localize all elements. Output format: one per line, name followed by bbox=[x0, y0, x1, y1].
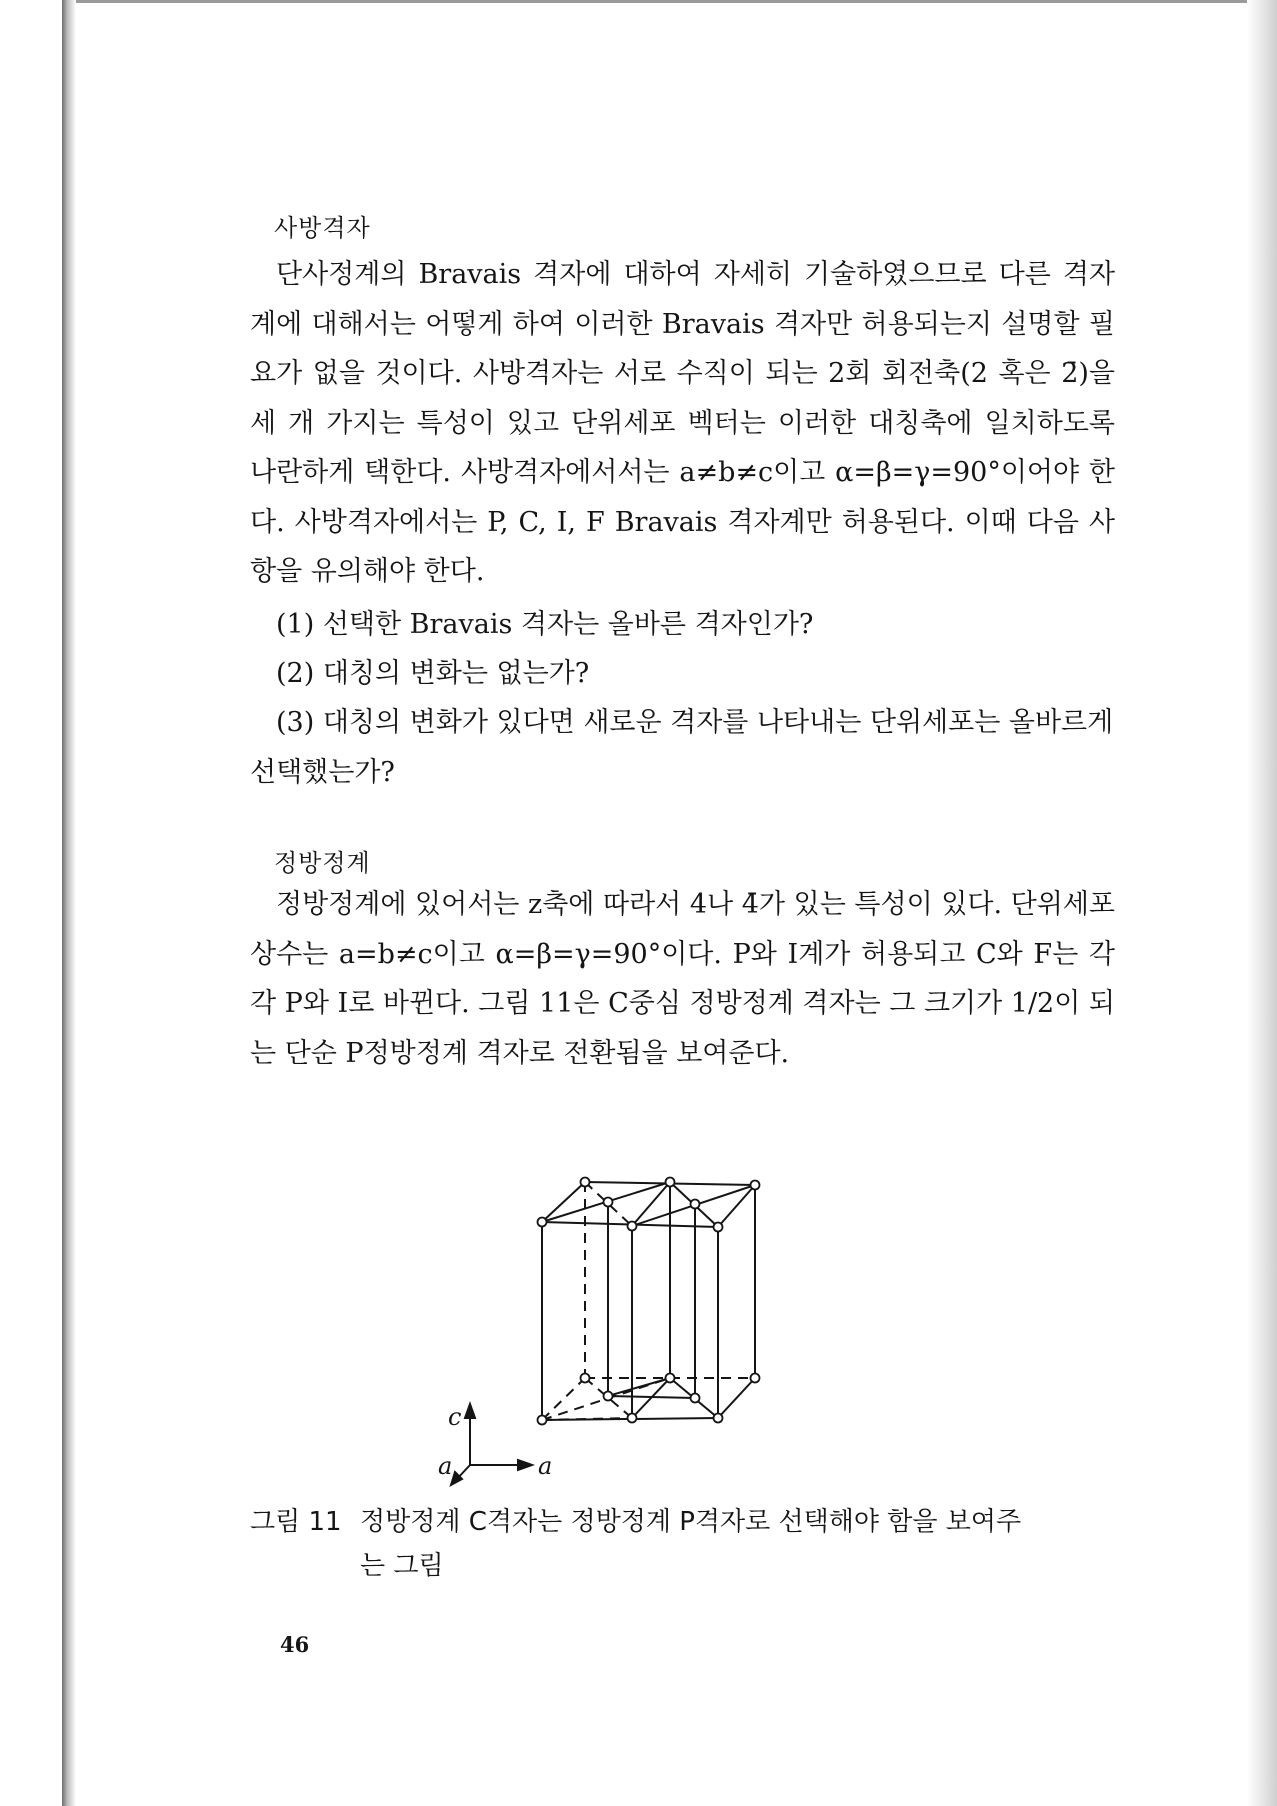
caption-text: 정방정계 C격자는 정방정계 P격자로 선택해야 함을 보여주 bbox=[360, 1507, 1022, 1537]
page-edge-top bbox=[62, 0, 1277, 3]
axis-c-label: c bbox=[448, 1403, 462, 1431]
lattice-point bbox=[581, 1374, 590, 1383]
lattice-point bbox=[604, 1392, 613, 1401]
caption-continuation: 는 그림 bbox=[360, 1551, 444, 1581]
lattice-point bbox=[628, 1222, 637, 1231]
axis-a-arrowhead bbox=[518, 1460, 532, 1470]
lattice-point bbox=[628, 1414, 637, 1423]
figure-tetragonal-lattice bbox=[440, 1160, 860, 1500]
caption-label: 그림 11 bbox=[250, 1507, 342, 1537]
lattice-point bbox=[538, 1416, 547, 1425]
lattice-point bbox=[666, 1178, 675, 1187]
axis-c-arrowhead bbox=[465, 1404, 475, 1418]
list-item-2: (2) 대칭의 변화는 없는가? bbox=[276, 658, 590, 689]
lattice-point bbox=[751, 1374, 760, 1383]
list-item-3: (3) 대칭의 변화가 있다면 새로운 격자를 나타내는 단위세포는 올바르게 선택했는가? bbox=[250, 707, 1114, 788]
lattice-point bbox=[714, 1223, 723, 1232]
lattice-edge bbox=[608, 1396, 695, 1398]
lattice-point bbox=[604, 1198, 613, 1207]
lattice-point bbox=[538, 1218, 547, 1227]
page-right-shadow bbox=[1247, 0, 1277, 1806]
axis-a2-label: a bbox=[438, 1452, 453, 1480]
lattice-edge bbox=[718, 1378, 755, 1418]
lattice-point bbox=[751, 1181, 760, 1190]
section-heading-orthorhombic: 사방격자 bbox=[274, 214, 371, 242]
list-item-1: (1) 선택한 Bravais 격자는 올바른 격자인가? bbox=[276, 609, 814, 640]
axis-a-label: a bbox=[538, 1452, 553, 1480]
lattice-point bbox=[691, 1200, 700, 1209]
page-number: 46 bbox=[280, 1632, 310, 1657]
lattice-point bbox=[691, 1394, 700, 1403]
paragraph-tetragonal: 정방정계에 있어서는 z축에 따라서 4나 4̄가 있는 특성이 있다. 단위세포상수는 a=b≠c이고 α=β=γ=90°이다. P와 I계가 허용되고 C와 F는 각각 P와 I로 바뀐다. 그림 11은 C중심 정방정계 격자는 그 크기가 1/2이 되는 단순 P정방정계 격자로 전환됨을 보여준다. bbox=[250, 889, 1115, 1069]
section-heading-tetragonal: 정방정계 bbox=[274, 849, 371, 877]
paragraph-orthorhombic: 단사정계의 Bravais 격자에 대하여 자세히 기술하였으므로 다른 격자계에 대해서는 어떻게 하여 이러한 Bravais 격자만 허용되는지 설명할 필요가 없을 것이다. 사방격자는 서로 수직이 되는 2회 회전축(2 혹은 2̄)을 세 개 가지는 특성이 있고 단위세포 벡터는 이러한 대칭축에 일치하도록 나란하게 택한다. 사방격자에서서는 a≠b≠c이고 α=β=γ=90°이어야 한다. 사방격자에서는 P, C, I, F Bravais 격자계만 허용된다. 이때 다음 사항을 유의해야 한다. bbox=[250, 259, 1116, 587]
lattice-point bbox=[714, 1414, 723, 1423]
lattice-point bbox=[666, 1374, 675, 1383]
lattice-point bbox=[581, 1178, 590, 1187]
page-binding-shadow bbox=[62, 0, 76, 1806]
figure-caption bbox=[250, 1500, 1115, 1588]
